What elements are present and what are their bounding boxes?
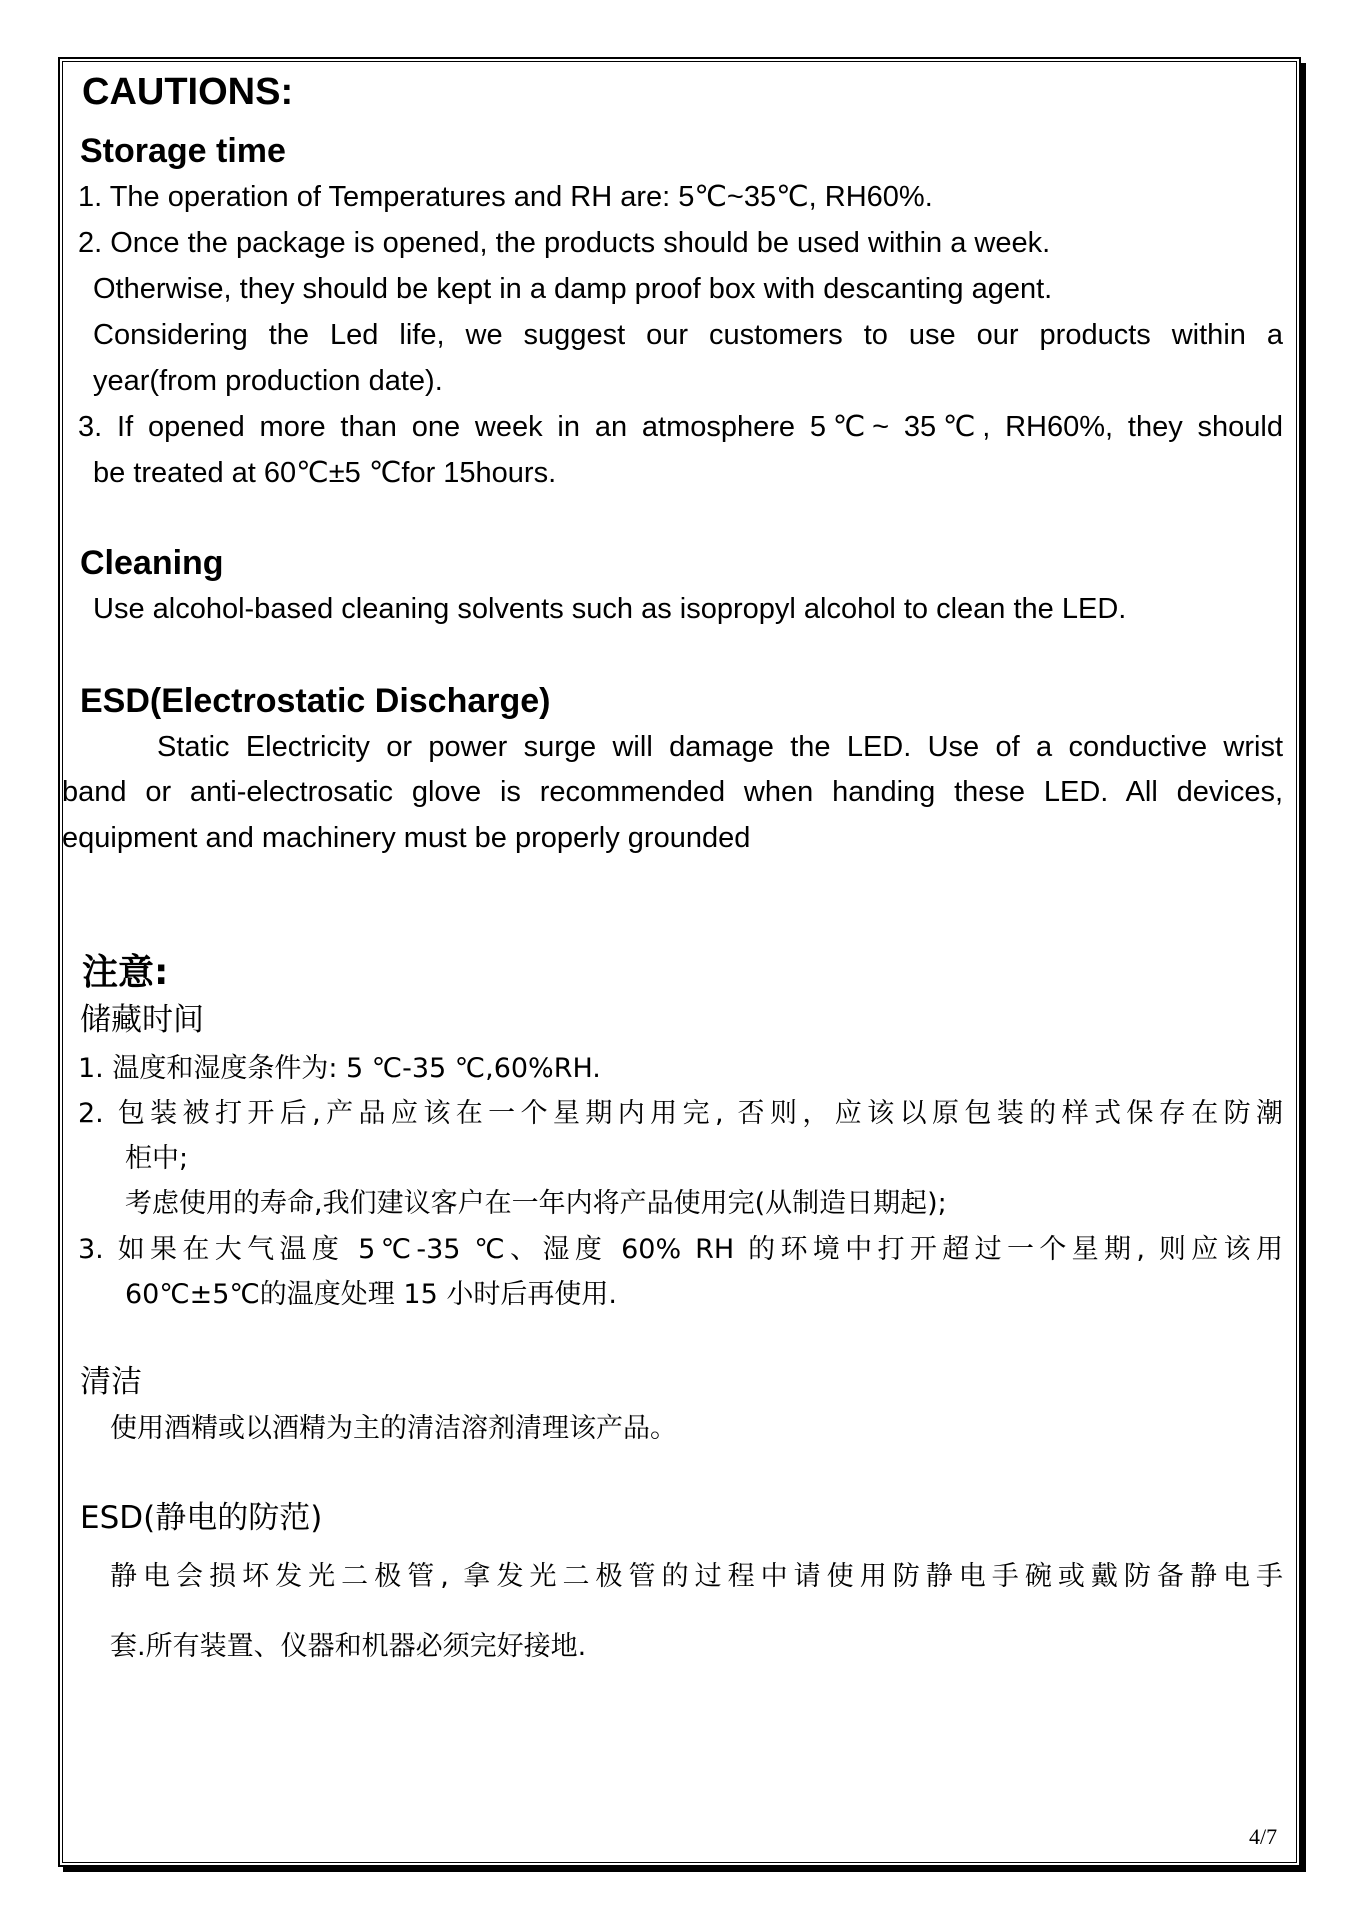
esd-line: equipment and machinery must be properly grounded — [62, 822, 751, 854]
cleaning-text: Use alcohol-based cleaning solvents such as isopropyl alcohol to clean the LED. — [93, 593, 1127, 625]
zh-storage-line: 考虑使用的寿命,我们建议客户在一年内将产品使用完(从制造日期起); — [125, 1188, 947, 1219]
zh-storage-line: 3. 如果在大气温度 5℃-35 ℃、湿度 60% RH 的环境中打开超过一个星期, 则应该用 — [78, 1234, 1283, 1265]
page-border-shadow-bottom — [63, 1867, 1306, 1872]
storage-line: 1. The operation of Temperatures and RH are: 5℃~35℃, RH60%. — [78, 181, 933, 213]
storage-line: year(from production date). — [93, 365, 443, 397]
storage-line: be treated at 60℃±5 ℃for 15hours. — [93, 457, 557, 489]
esd-line: Static Electricity or power surge will damage the LED. Use of a conductive wrist — [157, 731, 1283, 763]
zh-esd-line: 静电会损坏发光二极管, 拿发光二极管的过程中请使用防静电手碗或戴防备静电手 — [110, 1561, 1283, 1592]
esd-line: band or anti-electrosatic glove is recommended when handing these LED. All devices, — [62, 776, 1283, 808]
page-border-shadow-right — [1301, 63, 1306, 1872]
storage-heading: Storage time — [80, 132, 286, 170]
zh-storage-line: 60℃±5℃的温度处理 15 小时后再使用. — [125, 1279, 617, 1310]
storage-line: 3. If opened more than one week in an atmosphere 5℃~ 35℃, RH60%, they should — [78, 411, 1283, 443]
zh-cautions-title: 注意: — [82, 952, 169, 993]
zh-esd-heading: ESD(静电的防范) — [80, 1500, 323, 1536]
cleaning-heading: Cleaning — [80, 544, 224, 582]
zh-storage-line: 1. 温度和湿度条件为: 5 ℃-35 ℃,60%RH. — [78, 1053, 601, 1084]
esd-heading: ESD(Electrostatic Discharge) — [80, 682, 551, 720]
storage-line: Considering the Led life, we suggest our customers to use our products within a — [93, 319, 1283, 351]
zh-cleaning-heading: 清洁 — [80, 1364, 142, 1400]
zh-storage-line: 柜中; — [125, 1143, 189, 1174]
zh-storage-line: 2. 包装被打开后,产品应该在一个星期内用完, 否则，应该以原包装的样式保存在防潮 — [78, 1098, 1283, 1129]
storage-line: Otherwise, they should be kept in a damp proof box with descanting agent. — [93, 273, 1053, 305]
zh-cleaning-text: 使用酒精或以酒精为主的清洁溶剂清理该产品。 — [110, 1413, 677, 1444]
zh-esd-line: 套.所有装置、仪器和机器必须完好接地. — [110, 1631, 587, 1662]
zh-storage-heading: 储藏时间 — [80, 1002, 204, 1038]
storage-line: 2. Once the package is opened, the products should be used within a week. — [78, 227, 1051, 259]
cautions-title: CAUTIONS: — [82, 71, 294, 113]
page-number: 4/7 — [1249, 1824, 1278, 1849]
